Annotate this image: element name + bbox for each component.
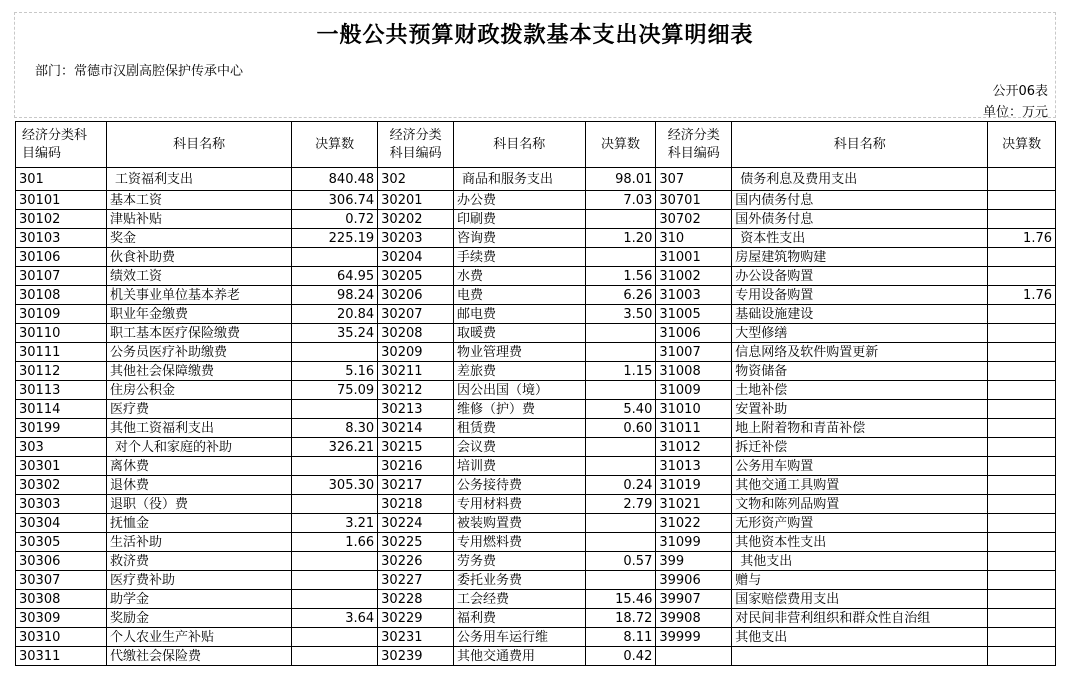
code-cell: 30203 xyxy=(378,229,454,248)
table-row xyxy=(16,495,1056,514)
amount-cell xyxy=(292,571,378,590)
code-cell: 30114 xyxy=(16,400,107,419)
code-cell: 30109 xyxy=(16,305,107,324)
name-cell: 资本性支出 xyxy=(732,229,988,248)
name-cell: 差旅费 xyxy=(454,362,586,381)
table-row xyxy=(16,476,1056,495)
code-cell: 30202 xyxy=(378,210,454,229)
amount-cell xyxy=(988,362,1056,381)
amount-cell xyxy=(585,514,656,533)
amount-cell xyxy=(585,324,656,343)
name-cell: 国外债务付息 xyxy=(732,210,988,229)
amount-cell: 0.72 xyxy=(292,210,378,229)
code-cell: 303 xyxy=(16,438,107,457)
amount-cell: 3.21 xyxy=(292,514,378,533)
amount-cell: 1.66 xyxy=(292,533,378,552)
amount-cell xyxy=(988,324,1056,343)
code-cell: 30208 xyxy=(378,324,454,343)
amount-cell: 305.30 xyxy=(292,476,378,495)
header-amount-2: 决算数 xyxy=(585,122,656,168)
amount-cell xyxy=(988,476,1056,495)
amount-cell xyxy=(585,457,656,476)
amount-cell: 1.15 xyxy=(585,362,656,381)
name-cell: 信息网络及软件购置更新 xyxy=(732,343,988,362)
name-cell: 退休费 xyxy=(107,476,292,495)
amount-cell xyxy=(988,305,1056,324)
code-cell: 30102 xyxy=(16,210,107,229)
name-cell: 物业管理费 xyxy=(454,343,586,362)
name-cell: 公务用车购置 xyxy=(732,457,988,476)
amount-cell: 0.60 xyxy=(585,419,656,438)
code-cell: 31019 xyxy=(656,476,732,495)
code-cell: 31021 xyxy=(656,495,732,514)
code-cell: 30214 xyxy=(378,419,454,438)
table-row xyxy=(16,438,1056,457)
name-cell: 奖励金 xyxy=(107,609,292,628)
name-cell: 印刷费 xyxy=(454,210,586,229)
name-cell: 其他支出 xyxy=(732,552,988,571)
name-cell: 文物和陈列品购置 xyxy=(732,495,988,514)
name-cell: 委托业务费 xyxy=(454,571,586,590)
name-cell: 基本工资 xyxy=(107,191,292,210)
amount-cell xyxy=(585,248,656,267)
code-cell: 30303 xyxy=(16,495,107,514)
amount-cell xyxy=(292,628,378,647)
amount-cell xyxy=(585,343,656,362)
code-cell: 30211 xyxy=(378,362,454,381)
name-cell: 咨询费 xyxy=(454,229,586,248)
amount-cell: 0.57 xyxy=(585,552,656,571)
code-cell: 30225 xyxy=(378,533,454,552)
name-cell: 对个人和家庭的补助 xyxy=(107,438,292,457)
amount-cell xyxy=(988,552,1056,571)
amount-cell xyxy=(988,533,1056,552)
amount-cell: 64.95 xyxy=(292,267,378,286)
name-cell: 拆迁补偿 xyxy=(732,438,988,457)
name-cell: 抚恤金 xyxy=(107,514,292,533)
table-row xyxy=(16,628,1056,647)
table-row xyxy=(16,381,1056,400)
name-cell: 地上附着物和青苗补偿 xyxy=(732,419,988,438)
name-cell: 国内债务付息 xyxy=(732,191,988,210)
name-cell: 公务接待费 xyxy=(454,476,586,495)
code-cell: 30239 xyxy=(378,647,454,666)
amount-cell: 5.40 xyxy=(585,400,656,419)
name-cell: 专用设备购置 xyxy=(732,286,988,305)
name-cell: 离休费 xyxy=(107,457,292,476)
code-cell: 30311 xyxy=(16,647,107,666)
code-cell: 30228 xyxy=(378,590,454,609)
name-cell: 专用材料费 xyxy=(454,495,586,514)
name-cell: 助学金 xyxy=(107,590,292,609)
header-name-1: 科目名称 xyxy=(107,122,292,168)
name-cell: 退职（役）费 xyxy=(107,495,292,514)
name-cell: 国家赔偿费用支出 xyxy=(732,590,988,609)
code-cell: 31008 xyxy=(656,362,732,381)
amount-cell xyxy=(988,647,1056,666)
name-cell: 福利费 xyxy=(454,609,586,628)
table-row xyxy=(16,343,1056,362)
amount-cell: 1.76 xyxy=(988,286,1056,305)
code-cell: 307 xyxy=(656,168,732,191)
name-cell: 邮电费 xyxy=(454,305,586,324)
table-row xyxy=(16,419,1056,438)
name-cell: 医疗费 xyxy=(107,400,292,419)
name-cell: 办公设备购置 xyxy=(732,267,988,286)
name-cell: 职业年金缴费 xyxy=(107,305,292,324)
amount-cell: 5.16 xyxy=(292,362,378,381)
name-cell: 基础设施建设 xyxy=(732,305,988,324)
amount-cell xyxy=(988,267,1056,286)
name-cell xyxy=(732,647,988,666)
code-cell: 30113 xyxy=(16,381,107,400)
amount-cell: 1.20 xyxy=(585,229,656,248)
amount-cell xyxy=(988,457,1056,476)
header-name-3: 科目名称 xyxy=(732,122,988,168)
code-cell: 31009 xyxy=(656,381,732,400)
code-cell: 30307 xyxy=(16,571,107,590)
name-cell: 公务员医疗补助缴费 xyxy=(107,343,292,362)
name-cell: 取暖费 xyxy=(454,324,586,343)
name-cell: 住房公积金 xyxy=(107,381,292,400)
amount-cell: 8.30 xyxy=(292,419,378,438)
amount-cell xyxy=(988,210,1056,229)
code-cell: 30227 xyxy=(378,571,454,590)
amount-cell xyxy=(988,438,1056,457)
table-row xyxy=(16,267,1056,286)
amount-cell xyxy=(988,419,1056,438)
code-cell xyxy=(656,647,732,666)
code-cell: 30309 xyxy=(16,609,107,628)
code-cell: 30111 xyxy=(16,343,107,362)
name-cell: 其他社会保障缴费 xyxy=(107,362,292,381)
code-cell: 31003 xyxy=(656,286,732,305)
table-row xyxy=(16,248,1056,267)
amount-cell xyxy=(988,495,1056,514)
code-cell: 30107 xyxy=(16,267,107,286)
table-row xyxy=(16,229,1056,248)
table-row xyxy=(16,552,1056,571)
name-cell: 救济费 xyxy=(107,552,292,571)
name-cell: 债务利息及费用支出 xyxy=(732,168,988,191)
code-cell: 30305 xyxy=(16,533,107,552)
name-cell: 土地补偿 xyxy=(732,381,988,400)
amount-cell xyxy=(988,343,1056,362)
code-cell: 31001 xyxy=(656,248,732,267)
name-cell: 无形资产购置 xyxy=(732,514,988,533)
name-cell: 大型修缮 xyxy=(732,324,988,343)
name-cell: 津贴补贴 xyxy=(107,210,292,229)
name-cell: 被装购置费 xyxy=(454,514,586,533)
code-cell: 30201 xyxy=(378,191,454,210)
name-cell: 手续费 xyxy=(454,248,586,267)
code-cell: 31006 xyxy=(656,324,732,343)
amount-cell xyxy=(988,248,1056,267)
name-cell: 房屋建筑物购建 xyxy=(732,248,988,267)
code-cell: 31010 xyxy=(656,400,732,419)
amount-cell xyxy=(585,533,656,552)
name-cell: 生活补助 xyxy=(107,533,292,552)
code-cell: 30215 xyxy=(378,438,454,457)
name-cell: 机关事业单位基本养老 xyxy=(107,286,292,305)
name-cell: 职工基本医疗保险缴费 xyxy=(107,324,292,343)
name-cell: 伙食补助费 xyxy=(107,248,292,267)
amount-cell xyxy=(292,552,378,571)
code-cell: 30217 xyxy=(378,476,454,495)
amount-cell xyxy=(292,457,378,476)
code-cell: 30224 xyxy=(378,514,454,533)
header-amount-1: 决算数 xyxy=(292,122,378,168)
code-cell: 30702 xyxy=(656,210,732,229)
code-cell: 30103 xyxy=(16,229,107,248)
code-cell: 31022 xyxy=(656,514,732,533)
code-cell: 30101 xyxy=(16,191,107,210)
amount-cell xyxy=(988,400,1056,419)
code-cell: 31099 xyxy=(656,533,732,552)
name-cell: 代缴社会保险费 xyxy=(107,647,292,666)
amount-cell: 306.74 xyxy=(292,191,378,210)
amount-cell: 7.03 xyxy=(585,191,656,210)
name-cell: 维修（护）费 xyxy=(454,400,586,419)
amount-cell xyxy=(988,628,1056,647)
amount-cell: 98.01 xyxy=(585,168,656,191)
amount-cell xyxy=(585,210,656,229)
code-cell: 31013 xyxy=(656,457,732,476)
amount-cell xyxy=(988,191,1056,210)
code-cell: 301 xyxy=(16,168,107,191)
code-cell: 30112 xyxy=(16,362,107,381)
amount-cell: 6.26 xyxy=(585,286,656,305)
code-cell: 31002 xyxy=(656,267,732,286)
table-row xyxy=(16,590,1056,609)
amount-cell: 3.50 xyxy=(585,305,656,324)
name-cell: 医疗费补助 xyxy=(107,571,292,590)
name-cell: 其他工资福利支出 xyxy=(107,419,292,438)
code-cell: 30108 xyxy=(16,286,107,305)
table-row xyxy=(16,286,1056,305)
amount-cell: 35.24 xyxy=(292,324,378,343)
amount-cell xyxy=(988,571,1056,590)
table-row xyxy=(16,210,1056,229)
amount-cell: 15.46 xyxy=(585,590,656,609)
code-cell: 30206 xyxy=(378,286,454,305)
amount-cell: 98.24 xyxy=(292,286,378,305)
name-cell: 工会经费 xyxy=(454,590,586,609)
amount-cell: 0.24 xyxy=(585,476,656,495)
code-cell: 30218 xyxy=(378,495,454,514)
amount-cell: 3.64 xyxy=(292,609,378,628)
code-cell: 30213 xyxy=(378,400,454,419)
code-cell: 39999 xyxy=(656,628,732,647)
code-cell: 30310 xyxy=(16,628,107,647)
amount-cell: 326.21 xyxy=(292,438,378,457)
amount-cell xyxy=(988,609,1056,628)
amount-cell xyxy=(292,647,378,666)
table-row xyxy=(16,533,1056,552)
code-cell: 30226 xyxy=(378,552,454,571)
code-cell: 39908 xyxy=(656,609,732,628)
table-row xyxy=(16,514,1056,533)
amount-cell xyxy=(988,514,1056,533)
code-cell: 30106 xyxy=(16,248,107,267)
page-title: 一般公共预算财政拨款基本支出决算明细表 xyxy=(316,22,754,48)
code-cell: 30204 xyxy=(378,248,454,267)
code-cell: 310 xyxy=(656,229,732,248)
header-code-1: 经济分类科 目编码 xyxy=(16,122,107,168)
amount-cell: 8.11 xyxy=(585,628,656,647)
table-row xyxy=(16,400,1056,419)
code-cell: 31005 xyxy=(656,305,732,324)
amount-cell: 1.76 xyxy=(988,229,1056,248)
code-cell: 30301 xyxy=(16,457,107,476)
name-cell: 其他交通费用 xyxy=(454,647,586,666)
name-cell: 商品和服务支出 xyxy=(454,168,586,191)
name-cell: 培训费 xyxy=(454,457,586,476)
code-cell: 30216 xyxy=(378,457,454,476)
amount-cell xyxy=(292,590,378,609)
code-cell: 30231 xyxy=(378,628,454,647)
name-cell: 因公出国（境） xyxy=(454,381,586,400)
name-cell: 其他资本性支出 xyxy=(732,533,988,552)
code-cell: 30110 xyxy=(16,324,107,343)
name-cell: 租赁费 xyxy=(454,419,586,438)
code-cell: 30199 xyxy=(16,419,107,438)
table-row xyxy=(16,609,1056,628)
amount-cell xyxy=(585,571,656,590)
amount-cell: 0.42 xyxy=(585,647,656,666)
code-cell: 30306 xyxy=(16,552,107,571)
name-cell: 会议费 xyxy=(454,438,586,457)
name-cell: 其他支出 xyxy=(732,628,988,647)
form-code: 公开06表 xyxy=(992,84,1048,99)
amount-cell xyxy=(988,381,1056,400)
name-cell: 专用燃料费 xyxy=(454,533,586,552)
amount-cell: 20.84 xyxy=(292,305,378,324)
amount-cell xyxy=(292,343,378,362)
header-code-3: 经济分类 科目编码 xyxy=(656,122,732,168)
amount-cell: 18.72 xyxy=(585,609,656,628)
amount-cell xyxy=(988,168,1056,191)
table-row xyxy=(16,571,1056,590)
table-row xyxy=(16,168,1056,191)
code-cell: 30701 xyxy=(656,191,732,210)
unit-label: 单位：万元 xyxy=(982,105,1048,120)
name-cell: 物资储备 xyxy=(732,362,988,381)
amount-cell xyxy=(585,381,656,400)
table-row xyxy=(16,362,1056,381)
code-cell: 30212 xyxy=(378,381,454,400)
name-cell: 其他交通工具购置 xyxy=(732,476,988,495)
amount-cell: 75.09 xyxy=(292,381,378,400)
code-cell: 302 xyxy=(378,168,454,191)
code-cell: 399 xyxy=(656,552,732,571)
code-cell: 39906 xyxy=(656,571,732,590)
name-cell: 赠与 xyxy=(732,571,988,590)
amount-cell xyxy=(292,400,378,419)
amount-cell: 1.56 xyxy=(585,267,656,286)
header-amount-3: 决算数 xyxy=(988,122,1056,168)
table-row xyxy=(16,457,1056,476)
name-cell: 安置补助 xyxy=(732,400,988,419)
amount-cell xyxy=(585,438,656,457)
amount-cell: 225.19 xyxy=(292,229,378,248)
code-cell: 31007 xyxy=(656,343,732,362)
code-cell: 30304 xyxy=(16,514,107,533)
name-cell: 个人农业生产补贴 xyxy=(107,628,292,647)
amount-cell: 2.79 xyxy=(585,495,656,514)
name-cell: 绩效工资 xyxy=(107,267,292,286)
amount-cell: 840.48 xyxy=(292,168,378,191)
code-cell: 30229 xyxy=(378,609,454,628)
name-cell: 电费 xyxy=(454,286,586,305)
department-label: 部门：常德市汉剧高腔保护传承中心 xyxy=(35,64,244,79)
code-cell: 30302 xyxy=(16,476,107,495)
table-row xyxy=(16,324,1056,343)
name-cell: 奖金 xyxy=(107,229,292,248)
amount-cell xyxy=(292,248,378,267)
name-cell: 对民间非营利组织和群众性自治组 xyxy=(732,609,988,628)
code-cell: 31012 xyxy=(656,438,732,457)
code-cell: 30308 xyxy=(16,590,107,609)
code-cell: 30205 xyxy=(378,267,454,286)
table-row xyxy=(16,305,1056,324)
code-cell: 31011 xyxy=(656,419,732,438)
amount-cell xyxy=(292,495,378,514)
name-cell: 办公费 xyxy=(454,191,586,210)
header-name-2: 科目名称 xyxy=(454,122,586,168)
name-cell: 劳务费 xyxy=(454,552,586,571)
table-row xyxy=(16,191,1056,210)
name-cell: 水费 xyxy=(454,267,586,286)
code-cell: 30207 xyxy=(378,305,454,324)
name-cell: 工资福利支出 xyxy=(107,168,292,191)
table-row xyxy=(16,647,1056,666)
expenditure-table xyxy=(15,121,1056,666)
amount-cell xyxy=(988,590,1056,609)
code-cell: 30209 xyxy=(378,343,454,362)
header-row xyxy=(16,122,1056,168)
header-code-2: 经济分类 科目编码 xyxy=(378,122,454,168)
name-cell: 公务用车运行维 xyxy=(454,628,586,647)
code-cell: 39907 xyxy=(656,590,732,609)
